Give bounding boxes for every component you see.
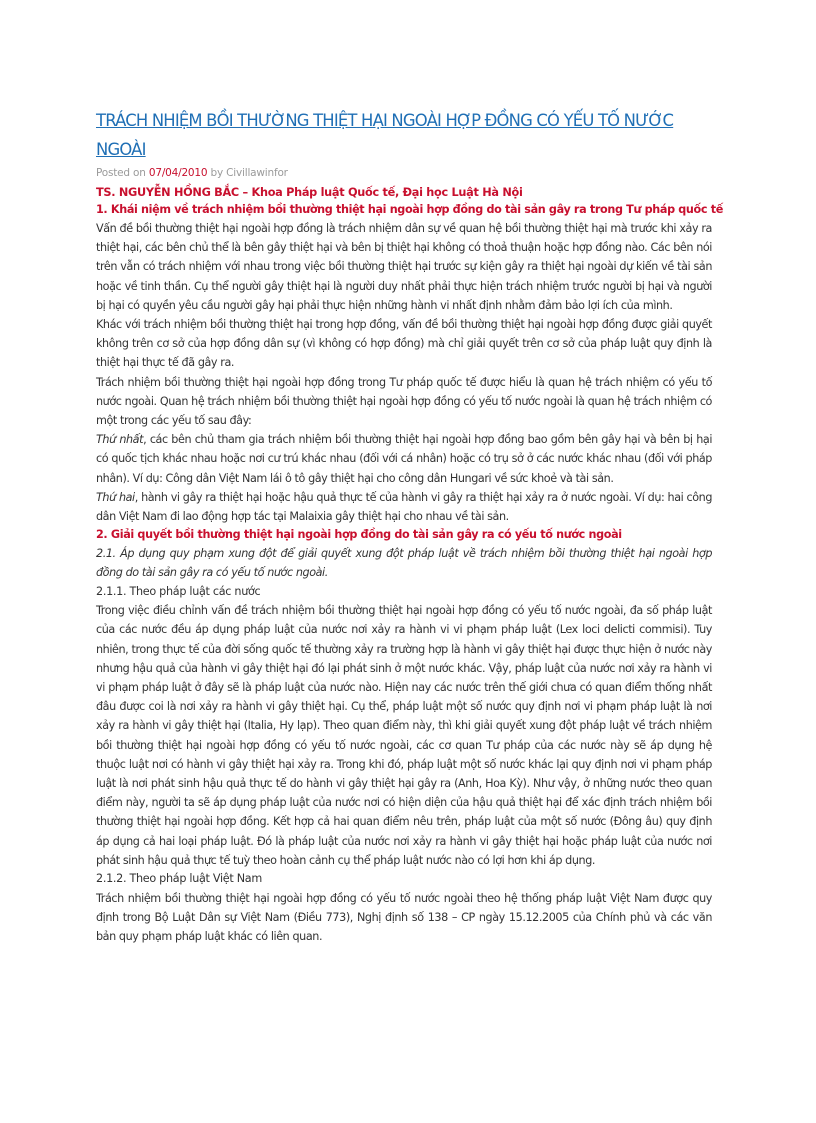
post-meta bbox=[96, 165, 712, 181]
paragraph: Trách nhiệm bồi thường thiệt hại ngoài hợp đồng có yếu tố nước ngoài theo hệ thống pháp luật Việt Nam được quy định trong Bộ Luật Dân sự Việt Nam (Điều 773), Nghị định số 138 – CP ngày 15.12.2005 của Chính phủ và các văn bản quy phạm pháp luật khác có liên quan. bbox=[96, 891, 712, 944]
author-user-link[interactable]: Civillawinfor bbox=[226, 167, 288, 179]
subsection-2-1-1: 2.1.1. Theo pháp luật các nước bbox=[96, 584, 261, 598]
paragraph-lead: Thứ hai bbox=[96, 490, 135, 504]
paragraph: Trong việc điều chỉnh vấn đề trách nhiệm bồi thường thiệt hại ngoài hợp đồng có yếu tố nước ngoài, đa số pháp luật của các nước đều áp dụng pháp luật của nước nơi xảy ra hành vi vi phạm pháp luật (Lex loci delicti commisi). Tuy nhiên, trong thực tế của đời sống quốc tế thường xảy ra trường hợp là hành vi gây thiệt hại được thực hiện ở nước này nhưng hậu quả của hành vi gây thiệt hại đó lại phát sinh ở một nước khác. Vậy, pháp luật của nước nơi xảy ra hành vi vi phạm pháp luật ở đây sẽ là pháp luật của nước nào. Hiện nay các nước trên thế giới chưa có quan điểm thống nhất đâu được coi là nơi xảy ra hành vi gây thiệt hại. Cụ thể, pháp luật một số nước quy định nơi vi phạm pháp luật là nơi xảy ra hành vi gây thiệt hại (Italia, Hy lạp). Theo quan điểm này, thì khi giải quyết xung đột pháp luật về trách nhiệm bồi thường thiệt hại ngoài hợp đồng có yếu tố nước ngoài, các cơ quan Tư pháp của các nước này sẽ áp dụng hệ thuộc luật nơi có hành vi gây thiệt hại xảy ra. Trong khi đó, pháp luật một số nước khác lại quy định nơi vi phạm pháp luật là nơi phát sinh hậu quả thực tế do hành vi gây thiệt hại gây ra (Anh, Hoa Kỳ). Như vậy, ở những nước theo quan điểm này, người ta sẽ áp dụng pháp luật của nước nơi có hiện diện của hậu quả thiệt hại để xác định trách nhiệm bồi thường thiệt hại ngoài hợp đồng. Kết hợp cả hai quan điểm nêu trên, pháp luật của một số nước (Đông âu) quy định áp dụng cả hai loại pháp luật. Đó là pháp luật của nước nơi xảy ra hành vi gây thiệt hại hoặc pháp luật của nước nơi phát sinh hậu quả thực tế tuỳ theo hoàn cảnh cụ thể pháp luật nước nào có lợi hơn khi áp dụng. bbox=[96, 604, 712, 867]
posted-label: Posted on bbox=[96, 167, 146, 179]
section2-heading: 2. Giải quyết bồi thường thiệt hại ngoài hợp đồng do tài sản gây ra có yếu tố nước ngoài bbox=[96, 528, 622, 542]
paragraph-text: , các bên chủ tham gia trách nhiệm bồi thường thiệt hại ngoài hợp đồng bao gồm bên gây hại và bên bị hại có quốc tịch khác nhau hoặc nơi cư trú khác nhau (đối với cá nhân) hoặc có trụ sở ở các nước khác nhau (đối với pháp nhân). Ví dụ: Công dân Việt Nam lái ô tô gây thiệt hại cho công dân Hungari về sức khoẻ và tài sản. bbox=[96, 433, 713, 485]
article-title-link[interactable]: TRÁCH NHIỆM BỒI THƯỜNG THIỆT HẠI NGOÀI HỢP ĐỒNG CÓ YẾU TỐ NƯỚC NGOÀI bbox=[96, 111, 674, 159]
paragraph: Trách nhiệm bồi thường thiệt hại ngoài hợp đồng trong Tư pháp quốc tế được hiểu là quan hệ trách nhiệm có yếu tố nước ngoài. Quan hệ trách nhiệm bồi thường thiệt hại ngoài hợp đồng có yếu tố nước ngoài là quan hệ trách nhiệm có một trong các yếu tố sau đây: bbox=[96, 375, 712, 428]
paragraph-text: , hành vi gây ra thiệt hại hoặc hậu quả thực tế của hành vi gây ra thiệt hại xảy ra ở nước ngoài. Ví dụ: hai công dân Việt Nam đi lao động hợp tác tại Malaixia gây thiệt hại cho nhau về tài sản. bbox=[96, 490, 713, 524]
section1-heading: 1. Khái niệm về trách nhiệm bồi thường thiệt hại ngoài hợp đồng do tài sản gây ra trong Tư pháp quốc tế bbox=[96, 203, 723, 216]
paragraph bbox=[96, 430, 712, 488]
subsection-2-1-2: 2.1.2. Theo pháp luật Việt Nam bbox=[96, 872, 262, 886]
article bbox=[96, 106, 723, 946]
paragraph: Vấn đề bồi thường thiệt hại ngoài hợp đồng là trách nhiệm dân sự về quan hệ bồi thường thiệt hại mà trước khi xảy ra thiệt hại, các bên chủ thể là bên gây thiệt hại và bên bị thiệt hại không có thoả thuận hoặc hợp đồng nào. Các bên nói trên vẫn có trách nhiệm với nhau trong việc bồi thường thiệt hại trước sự kiện gây ra thiệt hại ngoài dự kiến về tài sản hoặc về tinh thần. Cụ thể người gây thiệt hại là người duy nhất phải thực hiện trách nhiệm trước người bị hại và người bị hại có quyền yêu cầu người gây hại phải thực hiện những hành vi nhất định nhằm đảm bảo lợi ích của mình. bbox=[96, 222, 712, 312]
paragraph: Khác với trách nhiệm bồi thường thiệt hại trong hợp đồng, vấn đề bồi thường thiệt hại ngoài hợp đồng được giải quyết không trên cơ sở của hợp đồng dân sự (vì không có hợp đồng) mà chỉ giải quyết trên cơ sở của pháp luật quy định là thiệt hại thực tế đã gây ra. bbox=[96, 318, 712, 370]
paragraph-lead: Thứ nhất bbox=[96, 433, 144, 447]
by-label: by bbox=[210, 167, 224, 179]
post-date-link[interactable]: 07/04/2010 bbox=[148, 167, 208, 179]
author-line: TS. NGUYỄN HỒNG BẮC – Khoa Pháp luật Quốc tế, Đại học Luật Hà Nội bbox=[96, 186, 523, 199]
paragraph bbox=[96, 488, 712, 526]
subsection-2-1: 2.1. Áp dụng quy phạm xung đột để giải quyết xung đột pháp luật về trách nhiệm bồi thường thiệt hại ngoài hợp đồng do tài sản gây ra có yếu tố nước ngoài. bbox=[96, 547, 712, 580]
